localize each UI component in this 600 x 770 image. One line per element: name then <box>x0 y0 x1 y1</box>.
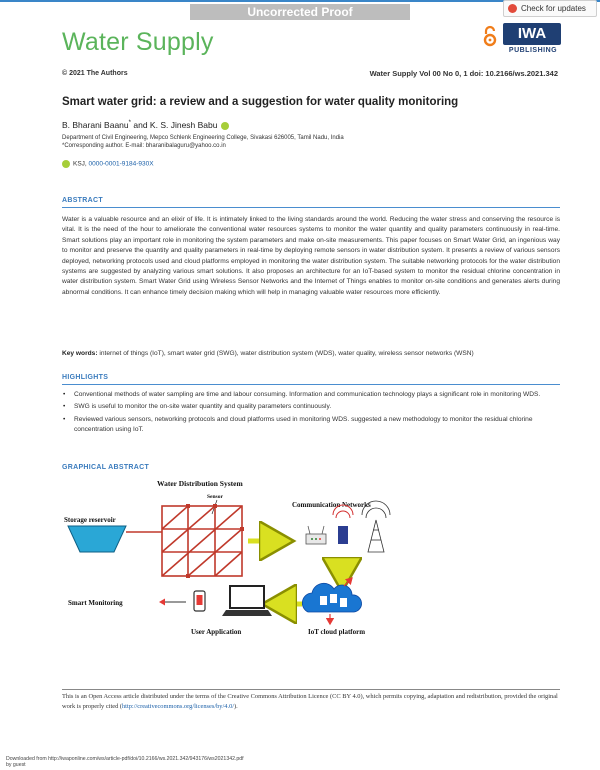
wds-label: Water Distribution System <box>157 479 243 488</box>
corresponding-email: *Corresponding author. E-mail: bharanibalaguru@yahoo.co.in <box>62 143 226 149</box>
reservoir-label: Storage reservoir <box>64 516 116 524</box>
corresponding-mark: * <box>128 120 131 127</box>
download-note <box>6 756 244 768</box>
publisher-logo-mark: IWA <box>503 23 561 45</box>
author-1: B. Bharani Baanu <box>62 120 129 130</box>
license-note <box>62 692 562 712</box>
article-title: Smart water grid: a review and a suggestion for water quality monitoring <box>62 96 459 108</box>
graphical-abstract-figure <box>62 474 562 654</box>
mobile-phone-icon <box>194 591 205 611</box>
license-link[interactable]: http://creativecommons.org/licenses/by/4.0/ <box>121 703 235 710</box>
author-2: K. S. Jinesh Babu <box>149 120 218 130</box>
journal-name: Water Supply <box>62 28 214 56</box>
comm-networks-label: Communication Networks <box>292 501 371 509</box>
user-application-label: User Application <box>191 628 242 636</box>
citation: Water Supply Vol 00 No 0, 1 doi: 10.2166/ws.2021.342 <box>369 69 558 78</box>
check-updates-icon <box>508 4 517 13</box>
storage-reservoir-icon <box>68 526 126 552</box>
wifi-signal-icon <box>333 505 353 544</box>
orcid-icon[interactable] <box>221 122 229 130</box>
orcid-line <box>62 160 154 168</box>
keywords-text: internet of things (IoT), smart water grid (SWG), water distribution system (WDS), water quality, wireless sensor networks (WSN) <box>99 350 474 357</box>
download-line-1: Downloaded from http://iwaponline.com/ws/article-pdf/doi/10.2166/ws.2021.342/943176/ws2021342.pdf <box>6 756 244 762</box>
cloud-platform-label: IoT cloud platform <box>308 628 366 636</box>
license-end: ). <box>234 703 238 710</box>
check-updates-label: Check for updates <box>521 4 586 13</box>
highlight-item: • Reviewed various sensors, networking protocols and cloud platforms used in monitoring WDS. suggested a new methodology to monitor the residual chlorine concentration using IoT. <box>62 415 562 436</box>
iot-cloud-icon <box>302 578 361 624</box>
sensor-label: Sensor <box>207 494 223 500</box>
abstract-text: Water is a valuable resource and an elixir of life. It is intimately linked to the living standards around the world. Reducing the water stress and conserving the resource is vital. It is the need of the hour to ameliorate the conventional water resources systems to monitor the water quantity and quality parameters continuously in real-time. Smart solutions play an important role in monitoring the system parameters and make on-site measurements. This paper focuses on Smart Water Grid, an ingenious way to monitor and preserve the quantity and quality parameters in real-time by deploying remote sensors in water distribution system. It presents a review of various sensors deployed, networking protocols used and cloud platforms employed in monitoring the water distribution system. The suitable networking protocols for the water distribution systems are suggested by analyzing various smart solutions. It also proposes an architecture for an IoT-based system to monitor the residual chlorine concentration in water distribution system. Smart Water Grid using Wireless Sensor Networks and the Internet of Things enables to monitor on-site conditions and generates alerts during abnormal conditions. It can enhance timely decision making which will help in managing valuable water resources more efficiently. <box>62 216 560 296</box>
graphical-abstract-heading: GRAPHICAL ABSTRACT <box>62 464 150 471</box>
check-updates-button[interactable] <box>503 0 597 17</box>
smart-monitoring-label: Smart Monitoring <box>68 599 123 607</box>
abstract-rule <box>62 207 560 208</box>
orcid-label: KSJ, <box>73 160 87 168</box>
publisher-logo-sub: PUBLISHING <box>508 47 558 54</box>
author-conjunction: and <box>133 120 148 130</box>
abstract-heading: ABSTRACT <box>62 197 103 204</box>
highlight-item: • Conventional methods of water sampling are time and labour consuming. Information and communication technology plays a significant role in monitoring WDS. <box>62 390 562 400</box>
orcid-link[interactable]: 0000-0001-9184-930X <box>88 160 154 168</box>
license-text: This is an Open Access article distributed under the terms of the Creative Commons Attribution Licence (CC BY 4.0), which permits copying, adaptation and redistribution, provided the original work is properly cited ( <box>62 693 558 710</box>
proof-banner: Uncorrected Proof <box>190 4 410 20</box>
highlights-rule <box>62 384 560 385</box>
router-icon <box>306 526 326 544</box>
highlights-list <box>62 390 562 438</box>
keywords <box>62 350 582 357</box>
footer-rule <box>62 689 560 690</box>
copyright: © 2021 The Authors <box>62 70 128 77</box>
author-line <box>62 120 229 130</box>
keywords-label: Key words: <box>62 350 98 357</box>
laptop-icon <box>222 586 272 616</box>
orcid-icon <box>62 160 70 168</box>
affiliation-block <box>62 134 344 150</box>
publisher-logo <box>503 23 563 57</box>
download-line-2: by guest <box>6 762 26 768</box>
highlight-item: • SWG is useful to monitor the on-site water quantity and quality parameters continuously. <box>62 402 562 412</box>
open-access-icon <box>483 25 497 47</box>
affiliation: Department of Civil Engineering, Mepco Schlenk Engineering College, Sivakasi 626005, Tamil Nadu, India <box>62 135 344 141</box>
highlights-heading: HIGHLIGHTS <box>62 374 109 381</box>
water-distribution-grid <box>162 506 242 576</box>
